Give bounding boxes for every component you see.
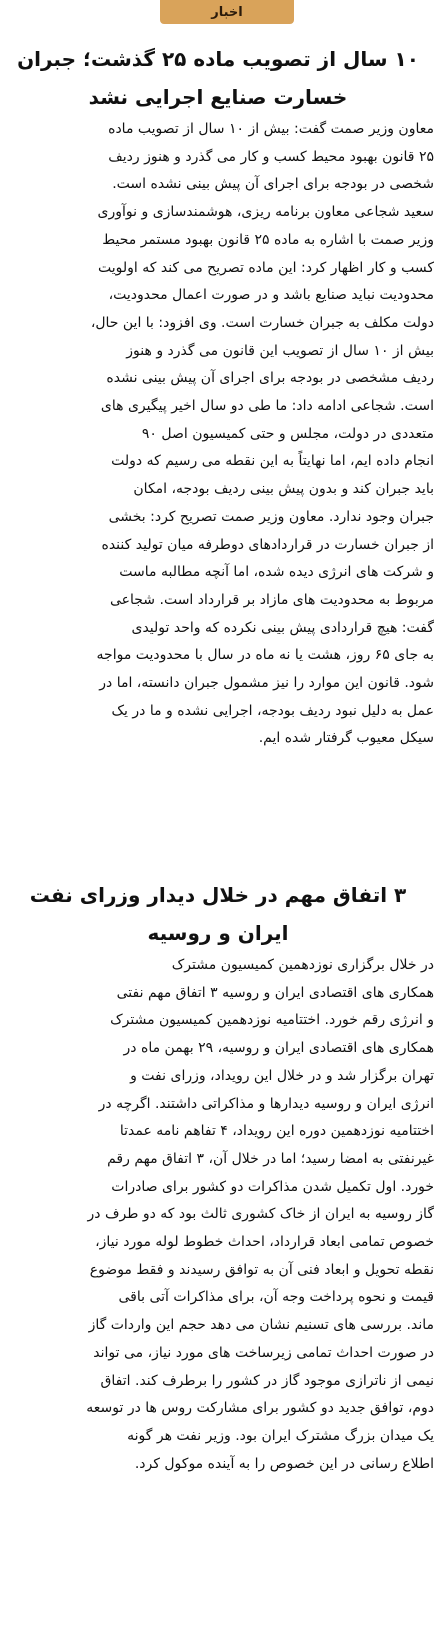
article-1 (0, 40, 436, 753)
article-1-headline: ۱۰ سال از تصویب ماده ۲۵ گذشت؛ جبران خسارت صنایع اجرایی نشد (17, 47, 419, 109)
body-line: همکاری های اقتصادی ایران و روسیه ۳ اتفاق مهم نفتی (116, 984, 434, 1001)
body-line: دوم، توافق جدید دو کشور برای مشارکت روس ها در توسعه (86, 1400, 434, 1417)
body-line: گفت: هیچ قراردادی پیش بینی نکرده که واحد تولیدی (131, 619, 434, 636)
body-line: کسب و کار اظهار کرد: این ماده تصریح می کند که اولویت (98, 259, 434, 276)
body-line: است. شجاعی ادامه داد: ما طی دو سال اخیر پیگیری های (100, 398, 434, 415)
body-line: نیمی از ناترازی موجود گاز در کشور را برطرف کند. اتفاق (100, 1372, 434, 1389)
article-1-body (0, 116, 436, 753)
body-line: ماند. بررسی های تسنیم نشان می دهد حجم این واردات گاز (88, 1317, 434, 1334)
body-line: معاون وزیر صمت گفت: بیش از ۱۰ سال از تصویب ماده (108, 121, 434, 137)
body-line: و انرژی رقم خورد. اختتامیه نوزدهمین کمیسیون مشترک (110, 1012, 434, 1029)
body-line: دولت مکلف به جبران خسارت است. وی افزود: با این حال، (90, 314, 434, 331)
body-line: در صورت احداث تمامی زیرساخت های مورد نیاز، می تواند (93, 1344, 434, 1361)
body-line: انرژی ایران و روسیه دیدارها و مذاکراتی داشتند. اگرچه در (98, 1095, 434, 1112)
section-tag: اخبار (160, 0, 294, 24)
body-line: سیکل معیوب گرفتار شده ایم. (258, 730, 434, 747)
body-line: وزیر صمت با اشاره به ماده ۲۵ قانون بهبود مستمر محیط (102, 231, 434, 248)
body-line: اطلاع رسانی در این خصوص را به آینده موکول کرد. (134, 1455, 434, 1472)
body-line: خصوص تمامی ابعاد قرارداد، احداث خطوط لوله مورد نیاز، (95, 1234, 434, 1251)
body-line: ۲۵ قانون بهبود محیط کسب و کار می گذرد و هنوز ردیف (108, 148, 434, 165)
body-line: سعید شجاعی معاون برنامه ریزی، هوشمندسازی و نوآوری (97, 204, 434, 221)
body-line: نقطه تحویل و ابعاد فنی آن به توافق رسیدند و فقط موضوع (89, 1261, 434, 1278)
body-line: از جبران خسارت در قراردادهای دوطرفه میان تولید کننده (101, 536, 434, 553)
body-line: متعددی در دولت، مجلس و حتی کمیسیون اصل ۹۰ (141, 425, 434, 442)
body-line: به جای ۶۵ روز، هشت یا نه ماه در سال با محدودیت مواجه (96, 647, 434, 664)
body-line: شود. قانون این موارد را نیز مشمول جبران دانسته، اما در (99, 675, 434, 692)
body-line: اختتامیه نوزدهمین دوره این رویداد، ۴ تفاهم نامه عمدتا (119, 1123, 434, 1140)
body-line: قیمت و نحوه پرداخت وجه آن، برای مذاکرات آتی باقی (118, 1289, 434, 1306)
body-line: مربوط به محدودیت های مازاد بر قرارداد است. شجاعی (109, 591, 434, 608)
body-line: محدودیت نباید صنایع باشد و در صورت اعمال محدودیت، (108, 287, 434, 304)
body-line: گاز روسیه به ایران از خاک کشوری ثالث بود که دو طرف در (87, 1206, 434, 1223)
body-line: جبران وجود ندارد. معاون وزیر صمت تصریح کرد: بخشی (108, 508, 434, 525)
body-line: و شرکت های انرژی دیده شده، اما آنچه مطالبه ماست (119, 564, 434, 581)
article-2-body (0, 952, 436, 1478)
body-line: در خلال برگزاری نوزدهمین کمیسیون مشترک (171, 957, 434, 973)
body-line: خورد. اول تکمیل شدن مذاکرات دو کشور برای صادرات (111, 1178, 434, 1195)
body-line: بیش از ۱۰ سال از تصویب این قانون می گذرد و هنوز (126, 342, 434, 359)
body-line: باید جبران کند و بدون پیش بینی ردیف بودجه، امکان (133, 481, 434, 498)
body-line: عمل به دلیل نبود ردیف بودجه، اجرایی نشده و ما در یک (111, 702, 434, 719)
body-line: تهران برگزار شد و در خلال این رویداد، وزرای نفت و (130, 1067, 434, 1084)
body-line: انجام داده ایم، اما نهایتاً به این نقطه می رسیم که دولت (111, 453, 434, 470)
body-line: شخصی در بودجه برای اجرای آن پیش بینی نشده است. (112, 176, 434, 193)
body-line: ردیف مشخصی در بودجه برای اجرای آن پیش بینی نشده (106, 370, 434, 387)
article-2 (0, 876, 436, 1478)
body-line: غیرنفتی به امضا رسید؛ اما در خلال آن، ۳ اتفاق مهم رقم (107, 1150, 434, 1167)
article-2-headline: ۳ اتفاق مهم در خلال دیدار وزرای نفت ایران و روسیه (29, 883, 407, 945)
body-line: یک میدان بزرگ مشترک ایران بود. وزیر نفت هر گونه (127, 1427, 434, 1444)
body-line: همکاری های اقتصادی ایران و روسیه، ۲۹ بهمن ماه در (123, 1040, 434, 1057)
